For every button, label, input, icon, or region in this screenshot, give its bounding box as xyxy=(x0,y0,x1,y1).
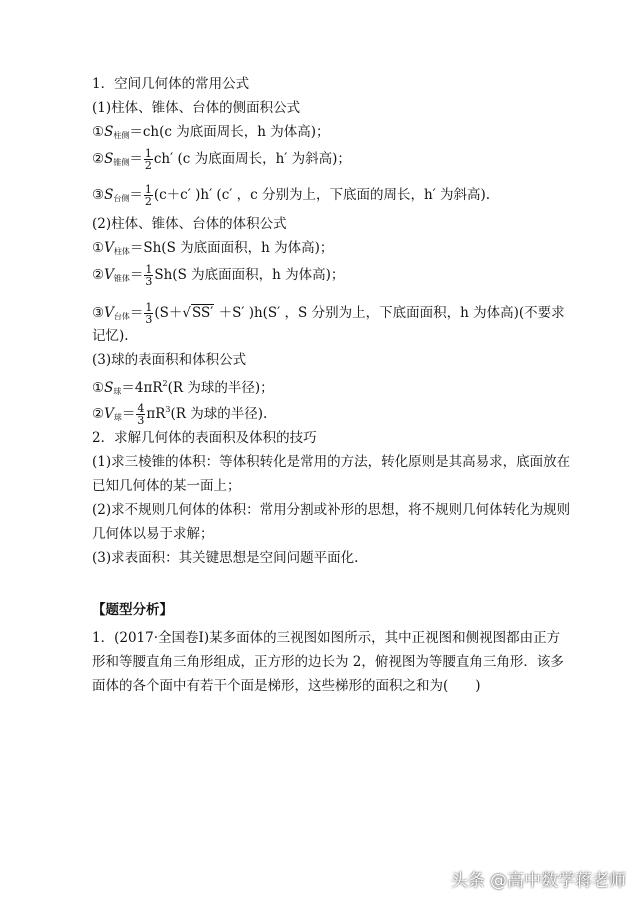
fraction: $\frac{1}{2}$ xyxy=(144,183,152,208)
technique-1-cont: 已知几何体的某一面上； xyxy=(92,478,241,494)
formula-cone-lateral: $②S_{锥侧}=$ $\frac{1}{2}$ ch′ (c 为底面周长，h′ 为斜高)； xyxy=(92,147,351,172)
watermark: 头条 @高中数学蒋老师 xyxy=(450,871,626,891)
heading-common-formulas: 1．空间几何体的常用公式 xyxy=(92,76,250,92)
formula-prism-lateral: $①S_{柱侧}=ch(c$ 为底面周长，h 为体高)； xyxy=(92,124,330,140)
fraction: $\frac{4}{3}$ xyxy=(137,402,145,427)
formula-prism-volume: $①V_{柱体}=Sh(S$ 为底面面积，h 为体高)； xyxy=(92,240,334,256)
formula-cone-volume: $②V_{锥体}=$ $\frac{1}{3}$ Sh(S 为底面面积，h 为体高)； xyxy=(92,263,345,288)
fraction: $\frac{1}{3}$ xyxy=(145,301,153,326)
technique-2-cont: 几何体以易于求解； xyxy=(92,526,214,542)
technique-1: (1)求三棱锥的体积：等体积转化是常用的方法，转化原则是其高易求，底面放在 xyxy=(92,454,571,470)
fraction: $\frac{1}{2}$ xyxy=(144,147,152,172)
technique-2: (2)求不规则几何体的体积：常用分割或补形的思想，将不规则几何体转化为规则 xyxy=(92,502,571,518)
section-title: 【题型分析】 xyxy=(92,602,173,618)
subheading-lateral-area: (1)柱体、锥体、台体的侧面积公式 xyxy=(92,100,301,116)
formula-frustum-volume-cont: 记忆). xyxy=(92,328,129,344)
subheading-sphere: (3)球的表面积和体积公式 xyxy=(92,352,247,368)
formula-sphere-area: $①S_球=4\pi R^2(R$ 为球的半径)； xyxy=(92,379,274,396)
question-1-line-3: 面体的各个面中有若干个面是梯形，这些梯形的面积之和为( ) xyxy=(92,678,481,694)
formula-frustum-volume: $③V_{台体}=$ $\frac{1}{3}$ (S＋√SS′ ＋S′ )h(S′ ，S 分别为上，下底面面积，h 为体高)(不要求 xyxy=(92,301,565,326)
question-1-line-2: 形和等腰直角三角形组成，正方形的边长为 2，俯视图为等腰直角三角形．该多 xyxy=(92,654,564,670)
question-1-line-1: 1．(2017·全国卷Ⅰ)某多面体的三视图如图所示，其中正视图和侧视图都由正方 xyxy=(92,630,561,646)
fraction: $\frac{1}{3}$ xyxy=(145,263,153,288)
technique-3: (3)求表面积：其关键思想是空间问题平面化. xyxy=(92,550,359,566)
heading-techniques: 2．求解几何体的表面积及体积的技巧 xyxy=(92,430,317,446)
subheading-volume: (2)柱体、锥体、台体的体积公式 xyxy=(92,216,287,232)
formula-frustum-lateral: $③S_{台侧}=$ $\frac{1}{2}$ (c＋c′ )h′ (c′ ，c 分别为上，下底面的周长，h′ 为斜高). xyxy=(92,183,491,208)
formula-sphere-volume: $②V_球=$ $\frac{4}{3}$ $\pi R^3(R$ 为球的半径). xyxy=(92,402,268,427)
